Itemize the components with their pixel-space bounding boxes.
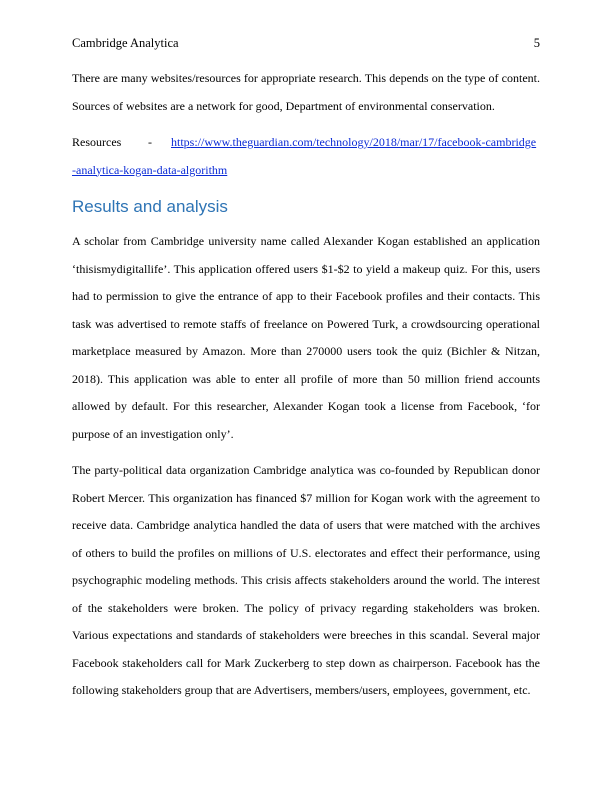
page-number: 5 bbox=[533, 36, 540, 50]
document-body bbox=[72, 65, 540, 714]
resources-line bbox=[72, 129, 540, 184]
results-paragraph-2: The party-political data organization Cambridge analytica was co-founded by Republican donor Robert Mercer. This organization has financed $7 million for Kogan work with the agreement to receive data. Cambridge analytica handled the data of users that were matched with the archives of others to build the profiles on millions of U.S. electorates and effect their performance, using psychographic modeling methods. This crisis affects stakeholders around the world. The interest of the stakeholders were broken. The policy of privacy regarding stakeholders was broken. Various expectations and standards of stakeholders were breeches in this scandal. Several major Facebook stakeholders call for Mark Zuckerberg to step down as chairperson. Facebook has the following stakeholders group that are Advertisers, members/users, employees, government, etc. bbox=[72, 463, 540, 697]
running-header-title: Cambridge Analytica bbox=[72, 36, 179, 50]
section-heading: Results and analysis bbox=[72, 197, 228, 216]
resources-dash: - bbox=[148, 135, 152, 149]
results-paragraph-1: A scholar from Cambridge university name called Alexander Kogan established an application ‘thisismydigitallife’. This application offered users $1-$2 to yield a makeup quiz. For this, users had to permission to give the entrance of app to their Facebook profiles and their contacts. This task was advertised to remote staffs of freelance on Powered Turk, a crowdsourcing operational marketplace measured by Amazon. More than 270000 users took the quiz (Bichler & Nitzan, 2018). This application was able to enter all profile of more than 50 million friend accounts allowed by default. For this researcher, Alexander Kogan took a license from Facebook, ‘for purpose of an investigation only’. bbox=[72, 234, 540, 441]
resources-label: Resources bbox=[72, 135, 122, 149]
intro-paragraph: There are many websites/resources for appropriate research. This depends on the type of content. Sources of websites are a network for good, Department of environmental conservation. bbox=[72, 71, 540, 113]
resources-link[interactable]: https://www.theguardian.com/technology/2018/mar/17/facebook-cambridge-analytica-kogan-data-algorithm bbox=[72, 135, 537, 177]
